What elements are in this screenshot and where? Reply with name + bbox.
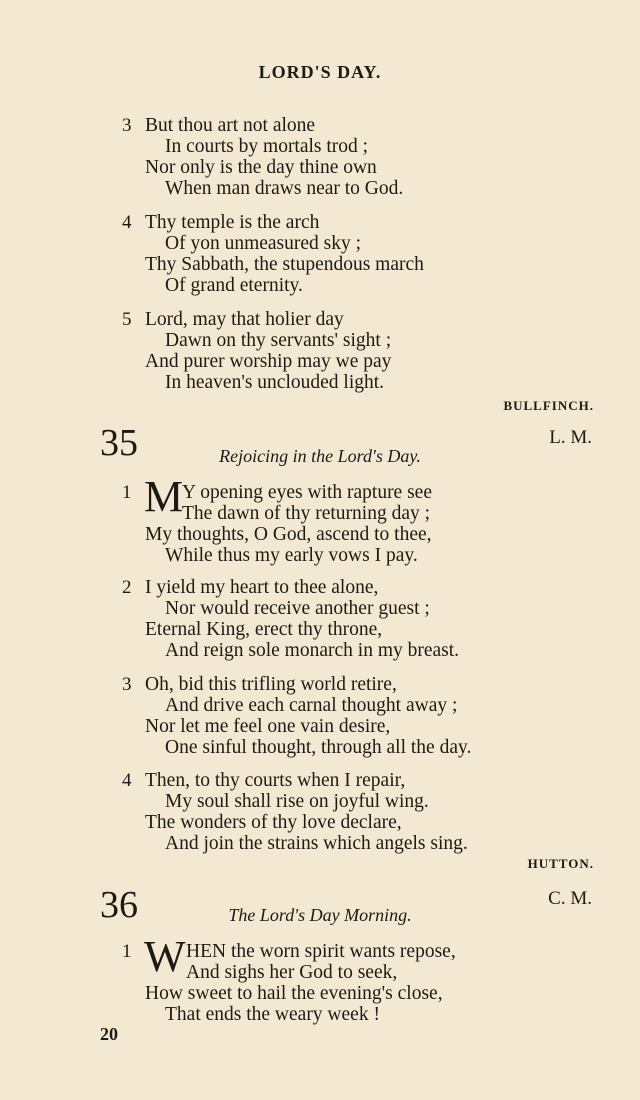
verse-line: Nor let me feel one vain desire,	[145, 716, 391, 737]
verse-line: And drive each carnal thought away ;	[165, 695, 458, 716]
verse-line: Then, to thy courts when I repair,	[145, 770, 406, 791]
verse-line: And purer worship may we pay	[145, 351, 392, 372]
stanza-number: 4	[122, 212, 132, 233]
verse-line: Oh, bid this trifling world retire,	[145, 674, 397, 695]
verse-line: Of grand eternity.	[165, 275, 303, 296]
drop-cap: W	[144, 932, 186, 981]
author-attribution: HUTTON.	[527, 856, 594, 871]
verse-line: The wonders of thy love declare,	[145, 812, 402, 833]
verse-line: And sighs her God to seek,	[186, 962, 398, 983]
verse-line: I yield my heart to thee alone,	[145, 577, 379, 598]
stanza-number: 2	[122, 577, 132, 598]
hymn-title: The Lord's Day Morning.	[228, 905, 412, 925]
verse-line: My thoughts, O God, ascend to thee,	[145, 524, 432, 545]
author-attribution: BULLFINCH.	[503, 398, 594, 413]
verse-line: And reign sole monarch in my breast.	[165, 640, 460, 661]
verse-line: Nor would receive another guest ;	[165, 598, 430, 619]
verse-line: And join the strains which angels sing.	[165, 833, 468, 854]
verse-line: Thy temple is the arch	[145, 212, 320, 233]
verse-line: When man draws near to God.	[165, 178, 404, 199]
hymn-meter: C. M.	[548, 888, 592, 909]
stanza-number: 1	[122, 482, 132, 503]
verse-line: Nor only is the day thine own	[145, 157, 377, 178]
verse-line: Dawn on thy servants' sight ;	[165, 330, 392, 351]
verse-line: Of yon unmeasured sky ;	[165, 233, 362, 254]
stanza-number: 3	[122, 115, 132, 136]
verse-line: In courts by mortals trod ;	[165, 136, 369, 157]
verse-line: The dawn of thy returning day ;	[182, 503, 431, 524]
verse-line: That ends the weary week !	[165, 1004, 380, 1025]
verse-line: HEN the worn spirit wants repose,	[186, 941, 456, 962]
running-head: LORD'S DAY.	[258, 62, 382, 82]
verse-line: While thus my early vows I pay.	[165, 545, 418, 566]
page-number: 20	[100, 1024, 118, 1044]
stanza-number: 5	[122, 309, 132, 330]
verse-line: But thou art not alone	[145, 115, 316, 136]
stanza-number: 3	[122, 674, 132, 695]
drop-cap: M	[144, 472, 184, 521]
hymn-title: Rejoicing in the Lord's Day.	[219, 446, 421, 466]
hymn-number: 35	[100, 422, 138, 464]
stanza-number: 4	[122, 770, 132, 791]
verse-line: Lord, may that holier day	[145, 309, 344, 330]
verse-line: How sweet to hail the evening's close,	[145, 983, 443, 1004]
verse-line: One sinful thought, through all the day.	[165, 737, 472, 758]
verse-line: In heaven's unclouded light.	[165, 372, 385, 393]
stanza-number: 1	[122, 941, 132, 962]
hymn-number: 36	[100, 884, 138, 926]
verse-line: Thy Sabbath, the stupendous march	[145, 254, 424, 275]
verse-line: My soul shall rise on joyful wing.	[165, 791, 429, 812]
verse-line: Y opening eyes with rapture see	[182, 482, 432, 503]
hymn-meter: L. M.	[549, 427, 592, 448]
verse-line: Eternal King, erect thy throne,	[145, 619, 383, 640]
